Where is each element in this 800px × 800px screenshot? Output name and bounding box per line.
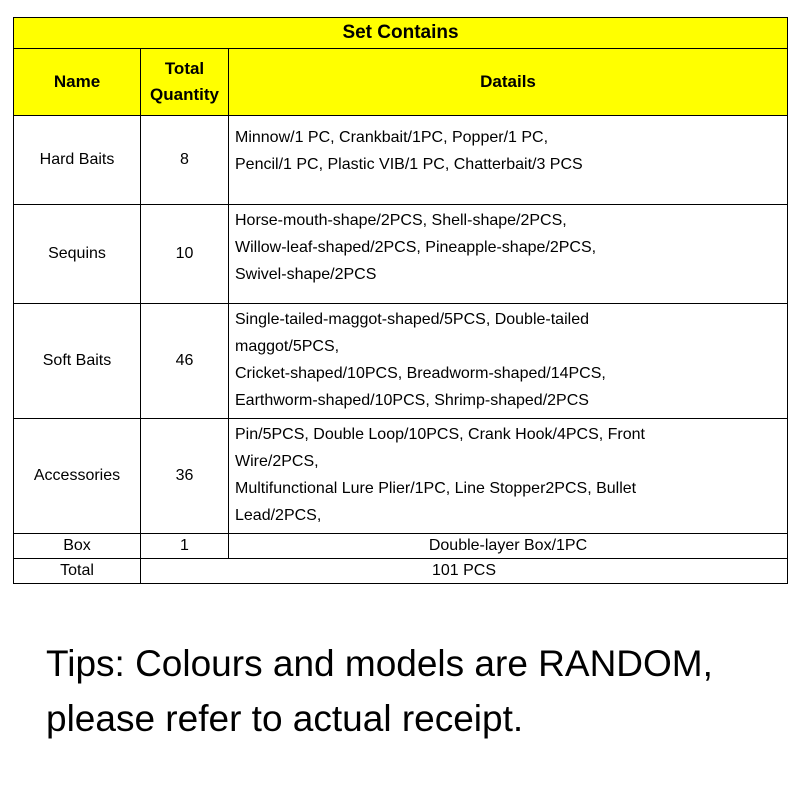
detail-line: Multifunctional Lure Plier/1PC, Line Stopper2PCS, Bullet xyxy=(235,480,637,497)
table-header-row xyxy=(14,49,788,116)
table-row xyxy=(14,419,788,534)
detail-line: Horse-mouth-shape/2PCS, Shell-shape/2PCS, xyxy=(235,212,567,229)
row-qty: 46 xyxy=(141,304,229,419)
detail-line: Single-tailed-maggot-shaped/5PCS, Double-tailed xyxy=(235,311,589,328)
tips-line-1: Tips: Colours and models are RANDOM, xyxy=(46,643,713,684)
table-row xyxy=(14,205,788,304)
table-title: Set Contains xyxy=(14,18,788,49)
detail-line: Swivel-shape/2PCS xyxy=(235,266,377,283)
header-qty-line1: Total xyxy=(164,59,205,78)
row-details xyxy=(229,304,788,419)
header-total-quantity xyxy=(141,49,229,116)
row-name: Accessories xyxy=(14,419,141,534)
row-name: Sequins xyxy=(14,205,141,304)
row-qty: 36 xyxy=(141,419,229,534)
header-details: Datails xyxy=(229,49,788,116)
row-qty: 1 xyxy=(141,534,229,559)
detail-line: Minnow/1 PC, Crankbait/1PC, Popper/1 PC, xyxy=(235,129,549,146)
row-details: Double-layer Box/1PC xyxy=(229,534,788,559)
total-value: 101 PCS xyxy=(141,559,788,584)
detail-line: Cricket-shaped/10PCS, Breadworm-shaped/14PCS, xyxy=(235,365,606,382)
row-name: Soft Baits xyxy=(14,304,141,419)
table-row xyxy=(14,534,788,559)
total-label: Total xyxy=(14,559,141,584)
table-row xyxy=(14,304,788,419)
detail-line: Pencil/1 PC, Plastic VIB/1 PC, Chatterbait/3 PCS xyxy=(235,156,583,173)
detail-line: maggot/5PCS, xyxy=(235,338,340,355)
set-contents-table-wrapper xyxy=(13,17,788,584)
tips-line-2: please refer to actual receipt. xyxy=(46,698,524,739)
row-details xyxy=(229,116,788,205)
header-name: Name xyxy=(14,49,141,116)
row-name: Box xyxy=(14,534,141,559)
detail-line: Pin/5PCS, Double Loop/10PCS, Crank Hook/4PCS, Front xyxy=(235,426,645,443)
detail-line: Earthworm-shaped/10PCS, Shrimp-shaped/2PCS xyxy=(235,392,589,409)
set-contents-table xyxy=(13,17,788,584)
row-details xyxy=(229,419,788,534)
row-details xyxy=(229,205,788,304)
row-qty: 10 xyxy=(141,205,229,304)
header-qty-line2: Quantity xyxy=(150,85,219,104)
table-row xyxy=(14,116,788,205)
row-name: Hard Baits xyxy=(14,116,141,205)
table-title-row xyxy=(14,18,788,49)
detail-line: Lead/2PCS, xyxy=(235,507,322,524)
detail-line: Wire/2PCS, xyxy=(235,453,319,470)
row-qty: 8 xyxy=(141,116,229,205)
total-row xyxy=(14,559,788,584)
detail-line: Willow-leaf-shaped/2PCS, Pineapple-shape/2PCS, xyxy=(235,239,597,256)
tips-note xyxy=(46,636,786,746)
